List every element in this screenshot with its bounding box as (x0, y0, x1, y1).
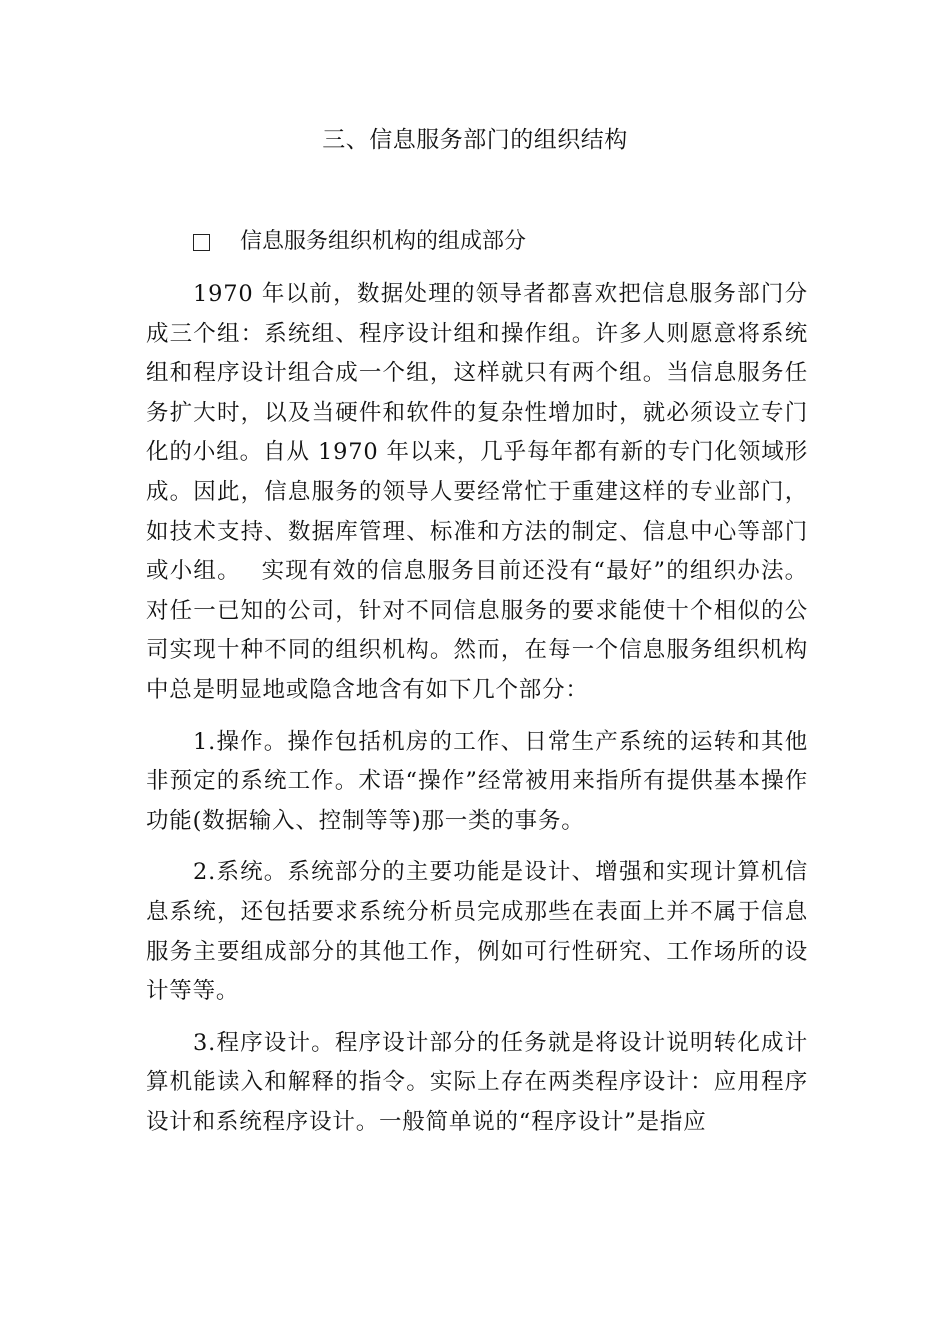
paragraph-operations: 1.操作。操作包括机房的工作、日常生产系统的运转和其他非预定的系统工作。术语“操作”经常被用来指所有提供基本操作功能(数据输入、控制等等)那一类的事务。 (146, 728, 808, 834)
paragraph-programming: 3.程序设计。程序设计部分的任务就是将设计说明转化成计算机能读入和解释的指令。实际上存在两类程序设计：应用程序设计和系统程序设计。一般简单说的“程序设计”是指应 (146, 1029, 808, 1135)
page-title: 三、信息服务部门的组织结构 (322, 127, 628, 153)
checkbox-icon (193, 234, 210, 251)
paragraph-intro: 1970 年以前，数据处理的领导者都喜欢把信息服务部门分成三个组：系统组、程序设计组和操作组。许多人则愿意将系统组和程序设计组合成一个组，这样就只有两个组。当信息服务任务扩大时，以及当硬件和软件的复杂性增加时，就必须设立专门化的小组。自从 1970 年以来，几乎每年都有新的专门化领域形成。因此，信息服务的领导人要经常忙于重建这样的专业部门，如技术支持、数据库管理、标准和方法的制定、信息中心等部门或小组。 实现有效的信息服务目前还没有“最好”的组织办法。对任一已知的公司，针对不同信息服务的要求能使十个相似的公司实现十种不同的组织机构。然而，在每一个信息服务组织机构中总是明显地或隐含地含有如下几个部分： (146, 281, 808, 703)
paragraph-systems: 2.系统。系统部分的主要功能是设计、增强和实现计算机信息系统，还包括要求系统分析员完成那些在表面上并不属于信息服务主要组成部分的其他工作，例如可行性研究、工作场所的设计等等。 (146, 859, 808, 1005)
section-heading-label: 信息服务组织机构的组成部分 (240, 229, 527, 254)
section-heading (193, 225, 526, 259)
body-text (146, 275, 808, 1142)
